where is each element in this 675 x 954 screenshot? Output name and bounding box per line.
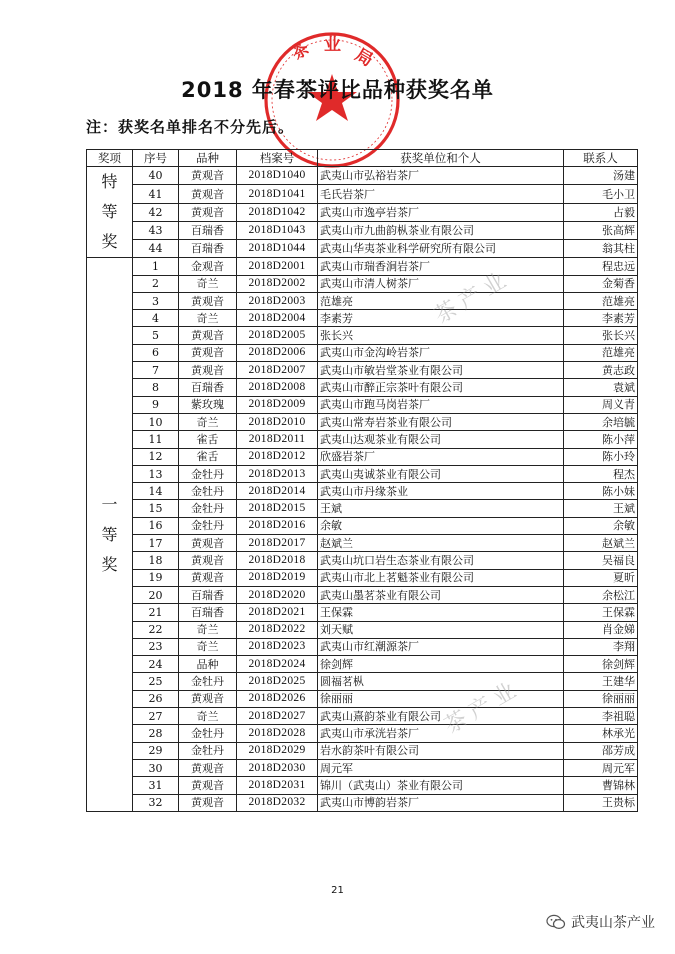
row-variety: 黄观音 [179,569,237,586]
row-winner: 毛氏岩茶厂 [318,185,564,203]
table-row [87,759,638,776]
award-level-char: 等 [101,202,118,222]
table-row [87,690,638,707]
table-row [87,569,638,586]
row-contact: 王保霖 [564,604,638,621]
row-variety: 黄观音 [179,362,237,379]
row-winner: 武夷山市北上茗魁茶业有限公司 [318,569,564,586]
row-variety: 品种 [179,656,237,673]
row-archive-no: 2018D2025 [237,673,318,690]
row-winner: 周元军 [318,759,564,776]
row-winner: 武夷山市博韵岩茶厂 [318,794,564,811]
row-contact: 金菊香 [564,275,638,292]
row-winner: 余敏 [318,517,564,534]
brand-label: 武夷山茶产业 [571,915,655,931]
row-variety: 金牡丹 [179,465,237,482]
row-variety: 金牡丹 [179,517,237,534]
row-winner: 武夷山市金沟岭岩茶厂 [318,344,564,361]
row-variety: 奇兰 [179,275,237,292]
table-header-row [87,150,638,167]
row-archive-no: 2018D1040 [237,167,318,185]
row-contact: 林承光 [564,725,638,742]
row-number: 13 [133,465,179,482]
svg-text:局: 局 [351,45,377,71]
row-winner: 岩水韵茶叶有限公司 [318,742,564,759]
table-row [87,258,638,275]
table-row [87,240,638,258]
row-archive-no: 2018D2019 [237,569,318,586]
row-variety: 奇兰 [179,310,237,327]
row-archive-no: 2018D2016 [237,517,318,534]
row-number: 1 [133,258,179,275]
row-variety: 紫玫瑰 [179,396,237,413]
row-archive-no: 2018D1043 [237,221,318,239]
row-contact: 黄志政 [564,362,638,379]
row-archive-no: 2018D2022 [237,621,318,638]
row-contact: 邵芳成 [564,742,638,759]
row-number: 22 [133,621,179,638]
row-number: 17 [133,535,179,552]
row-archive-no: 2018D2020 [237,586,318,603]
row-variety: 黄观音 [179,552,237,569]
row-variety: 奇兰 [179,638,237,655]
row-number: 19 [133,569,179,586]
row-winner: 武夷山市醉正宗茶叶有限公司 [318,379,564,396]
row-contact: 毛小卫 [564,185,638,203]
row-variety: 黄观音 [179,777,237,794]
row-number: 31 [133,777,179,794]
row-contact: 肖金娣 [564,621,638,638]
row-archive-no: 2018D2029 [237,742,318,759]
row-number: 7 [133,362,179,379]
row-archive-no: 2018D2014 [237,483,318,500]
row-variety: 百瑞香 [179,240,237,258]
row-number: 3 [133,292,179,309]
row-winner: 武夷山夷诚茶业有限公司 [318,465,564,482]
award-level-char: 等 [101,524,118,544]
table-row [87,362,638,379]
table-row [87,344,638,361]
row-contact: 徐丽丽 [564,690,638,707]
row-contact: 曹锦林 [564,777,638,794]
header-number: 序号 [133,150,179,167]
row-winner: 李素芳 [318,310,564,327]
row-variety: 奇兰 [179,621,237,638]
award-level-char: 奖 [101,232,118,252]
row-winner: 武夷山华夷茶业科学研究所有限公司 [318,240,564,258]
row-number: 27 [133,708,179,725]
table-row [87,794,638,811]
row-contact: 余松江 [564,586,638,603]
table-row [87,673,638,690]
table-row [87,708,638,725]
award-level-cell [87,167,133,258]
row-archive-no: 2018D2024 [237,656,318,673]
watermark: 茶产业 [440,675,526,740]
row-winner: 武夷山市敏岩堂茶业有限公司 [318,362,564,379]
row-winner: 武夷山市跑马岗岩茶厂 [318,396,564,413]
row-variety: 黄观音 [179,794,237,811]
awards-table [86,149,638,812]
table-row [87,203,638,221]
row-archive-no: 2018D2027 [237,708,318,725]
page-number: 21 [331,885,344,896]
row-archive-no: 2018D2010 [237,413,318,430]
row-variety: 百瑞香 [179,604,237,621]
row-archive-no: 2018D2021 [237,604,318,621]
document-note: 注：获奖名单排名不分先后。 [86,118,295,136]
row-archive-no: 2018D1042 [237,203,318,221]
row-variety: 金牡丹 [179,673,237,690]
row-number: 12 [133,448,179,465]
row-number: 16 [133,517,179,534]
row-variety: 百瑞香 [179,586,237,603]
row-number: 28 [133,725,179,742]
row-contact: 范雄亮 [564,292,638,309]
table-row [87,185,638,203]
table-row [87,517,638,534]
table-row [87,777,638,794]
row-contact: 翁其柱 [564,240,638,258]
row-number: 14 [133,483,179,500]
row-winner: 武夷山市瑞香涧岩茶厂 [318,258,564,275]
table-row [87,725,638,742]
table-row [87,275,638,292]
row-contact: 徐剑辉 [564,656,638,673]
table-row [87,552,638,569]
row-number: 30 [133,759,179,776]
row-contact: 王建华 [564,673,638,690]
row-archive-no: 2018D2031 [237,777,318,794]
table-row [87,167,638,185]
row-number: 44 [133,240,179,258]
row-contact: 汤建 [564,167,638,185]
row-variety: 黄观音 [179,535,237,552]
row-winner: 赵斌兰 [318,535,564,552]
brand-footer [546,912,655,932]
row-variety: 金牡丹 [179,483,237,500]
row-archive-no: 2018D2028 [237,725,318,742]
row-number: 32 [133,794,179,811]
table-row [87,413,638,430]
row-archive-no: 2018D2026 [237,690,318,707]
row-contact: 周义青 [564,396,638,413]
row-number: 6 [133,344,179,361]
row-archive-no: 2018D2006 [237,344,318,361]
row-variety: 黄观音 [179,292,237,309]
row-winner: 武夷山市丹缘茶业 [318,483,564,500]
row-number: 43 [133,221,179,239]
row-winner: 徐丽丽 [318,690,564,707]
table-row [87,396,638,413]
table-row [87,310,638,327]
table-row [87,483,638,500]
row-number: 5 [133,327,179,344]
row-contact: 张长兴 [564,327,638,344]
table-row [87,221,638,239]
row-number: 15 [133,500,179,517]
row-winner: 武夷山达观茶业有限公司 [318,431,564,448]
row-contact: 张高辉 [564,221,638,239]
row-winner: 武夷山坑口岩生态茶业有限公司 [318,552,564,569]
row-winner: 圆福茗枞 [318,673,564,690]
row-archive-no: 2018D2012 [237,448,318,465]
row-variety: 百瑞香 [179,221,237,239]
table-row [87,621,638,638]
award-level-cell [87,258,133,812]
table-row [87,431,638,448]
row-contact: 范雄亮 [564,344,638,361]
table-row [87,465,638,482]
row-number: 21 [133,604,179,621]
table-row [87,379,638,396]
row-number: 20 [133,586,179,603]
row-contact: 陈小妹 [564,483,638,500]
row-contact: 余敏 [564,517,638,534]
row-variety: 金观音 [179,258,237,275]
row-archive-no: 2018D2008 [237,379,318,396]
row-archive-no: 2018D2030 [237,759,318,776]
row-winner: 武夷山市九曲韵枞茶业有限公司 [318,221,564,239]
svg-text:茶: 茶 [288,38,314,65]
row-number: 8 [133,379,179,396]
row-winner: 王斌 [318,500,564,517]
row-variety: 黄观音 [179,167,237,185]
row-winner: 徐剑辉 [318,656,564,673]
table-row [87,638,638,655]
row-variety: 百瑞香 [179,379,237,396]
row-number: 9 [133,396,179,413]
row-number: 26 [133,690,179,707]
row-number: 41 [133,185,179,203]
header-award: 奖项 [87,150,133,167]
row-archive-no: 2018D2003 [237,292,318,309]
row-variety: 雀舌 [179,448,237,465]
svg-text:业: 业 [324,35,341,55]
row-winner: 范雄亮 [318,292,564,309]
row-archive-no: 2018D2002 [237,275,318,292]
row-contact: 余培毓 [564,413,638,430]
award-level-char: 一 [101,494,118,514]
row-variety: 黄观音 [179,690,237,707]
row-archive-no: 2018D2005 [237,327,318,344]
award-level-char: 奖 [101,554,118,574]
row-archive-no: 2018D1041 [237,185,318,203]
table-row [87,535,638,552]
header-contact: 联系人 [564,150,638,167]
row-archive-no: 2018D2023 [237,638,318,655]
row-winner: 锦川（武夷山）茶业有限公司 [318,777,564,794]
row-winner: 刘天赋 [318,621,564,638]
row-archive-no: 2018D2004 [237,310,318,327]
row-contact: 周元军 [564,759,638,776]
row-winner: 武夷山市弘裕岩茶厂 [318,167,564,185]
table-row [87,604,638,621]
row-archive-no: 2018D2009 [237,396,318,413]
wechat-icon [546,914,566,930]
row-winner: 武夷山熹韵茶业有限公司 [318,708,564,725]
row-archive-no: 2018D2032 [237,794,318,811]
header-archive-no: 档案号 [237,150,318,167]
row-variety: 奇兰 [179,413,237,430]
document-title: 2018 年春茶评比品种获奖名单 [181,78,494,102]
row-contact: 王斌 [564,500,638,517]
row-winner: 王保霖 [318,604,564,621]
row-variety: 黄观音 [179,759,237,776]
row-winner: 武夷山常寿岩茶业有限公司 [318,413,564,430]
row-contact: 夏昕 [564,569,638,586]
header-variety: 品种 [179,150,237,167]
row-number: 29 [133,742,179,759]
row-contact: 陈小玲 [564,448,638,465]
row-variety: 黄观音 [179,203,237,221]
row-contact: 占毅 [564,203,638,221]
row-archive-no: 2018D2017 [237,535,318,552]
row-contact: 赵斌兰 [564,535,638,552]
row-contact: 李翔 [564,638,638,655]
table-row [87,586,638,603]
row-number: 25 [133,673,179,690]
row-archive-no: 2018D2011 [237,431,318,448]
row-archive-no: 2018D2015 [237,500,318,517]
row-number: 24 [133,656,179,673]
row-winner: 武夷山市逸亭岩茶厂 [318,203,564,221]
row-variety: 黄观音 [179,327,237,344]
table-row [87,656,638,673]
table-row [87,327,638,344]
row-variety: 黄观音 [179,344,237,361]
row-variety: 黄观音 [179,185,237,203]
row-winner: 武夷山市清人树茶厂 [318,275,564,292]
row-contact: 王贵标 [564,794,638,811]
table-row [87,742,638,759]
table-body [87,167,638,812]
row-number: 2 [133,275,179,292]
table-row [87,448,638,465]
table-row [87,500,638,517]
row-archive-no: 2018D2001 [237,258,318,275]
row-variety: 奇兰 [179,708,237,725]
row-winner: 武夷山市红潮源茶厂 [318,638,564,655]
row-contact: 李祖聪 [564,708,638,725]
row-winner: 武夷山墨茗茶业有限公司 [318,586,564,603]
row-number: 42 [133,203,179,221]
watermark: 茶产业 [430,265,516,330]
row-variety: 金牡丹 [179,725,237,742]
row-archive-no: 2018D1044 [237,240,318,258]
row-number: 11 [133,431,179,448]
row-contact: 吴福良 [564,552,638,569]
row-contact: 程杰 [564,465,638,482]
header-winner: 获奖单位和个人 [318,150,564,167]
row-contact: 陈小萍 [564,431,638,448]
row-contact: 袁斌 [564,379,638,396]
row-variety: 金牡丹 [179,742,237,759]
row-archive-no: 2018D2007 [237,362,318,379]
table-row [87,292,638,309]
row-variety: 金牡丹 [179,500,237,517]
row-archive-no: 2018D2018 [237,552,318,569]
row-contact: 李素芳 [564,310,638,327]
row-variety: 雀舌 [179,431,237,448]
row-contact: 程忠远 [564,258,638,275]
row-number: 40 [133,167,179,185]
row-winner: 张长兴 [318,327,564,344]
award-level-char: 特 [101,172,118,192]
row-number: 4 [133,310,179,327]
row-number: 23 [133,638,179,655]
row-archive-no: 2018D2013 [237,465,318,482]
row-number: 18 [133,552,179,569]
row-winner: 欣盛岩茶厂 [318,448,564,465]
row-number: 10 [133,413,179,430]
row-winner: 武夷山市承洸岩茶厂 [318,725,564,742]
